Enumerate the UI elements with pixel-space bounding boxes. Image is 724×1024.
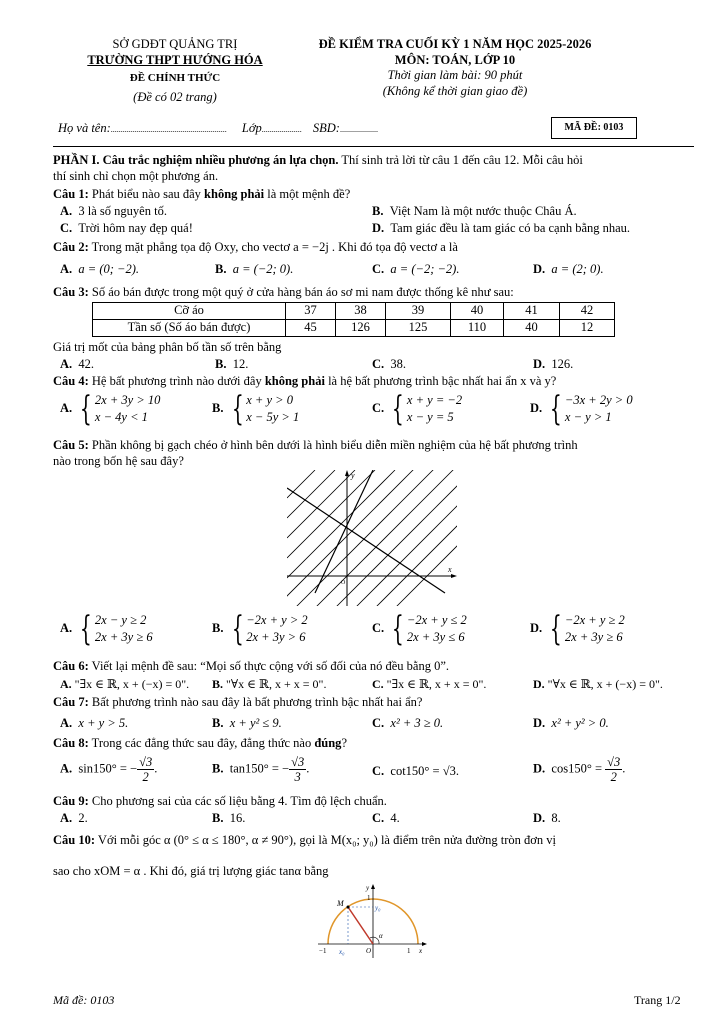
q9-b-text: 16. xyxy=(229,811,246,825)
x-axis-label: x xyxy=(448,565,452,574)
y-arrow-icon xyxy=(371,884,375,889)
hatch-line xyxy=(287,470,355,538)
q5-option-d[interactable]: D. { −2x + y ≥ 2 2x + 3y ≥ 6 xyxy=(530,609,625,649)
q4-c-line1: x + y = −2 xyxy=(406,393,463,407)
exam-code-box: MÃ ĐỀ: 0103 xyxy=(551,117,637,139)
label-alpha: α xyxy=(379,932,383,940)
q1-option-d[interactable]: D. Tam giác đều là tam giác có ba cạnh bằng nhau. xyxy=(372,221,631,235)
y-arrow-icon xyxy=(345,470,349,476)
q6-option-a[interactable]: A. "∃x ∈ ℝ, x + (−x) = 0". xyxy=(60,677,190,691)
point-m xyxy=(347,906,350,909)
q10 xyxy=(53,833,694,849)
q9-text: Cho phương sai của các số liệu bằng 4. Tìm độ lệch chuẩn. xyxy=(88,794,387,808)
header-right xyxy=(290,37,620,100)
table-cell: 40 xyxy=(451,303,504,320)
q8-b-num: √3 xyxy=(291,755,305,769)
table-cell: 110 xyxy=(451,320,504,337)
q3-option-d[interactable]: D. 126. xyxy=(533,357,574,371)
class-field[interactable]: .................... xyxy=(261,125,302,134)
q5-c-line1: −2x + y ≤ 2 xyxy=(406,613,467,627)
table-cell: 38 xyxy=(336,303,386,320)
q3-b-text: 12. xyxy=(232,357,249,371)
q8-text: Trong các đẳng thức sau đây, đẳng thức nào xyxy=(88,736,315,750)
hatch-line xyxy=(287,470,335,518)
q4-bold: không phải xyxy=(264,374,325,388)
header-left xyxy=(55,37,295,106)
q5-text-b: nào trong bốn hệ sau đây? xyxy=(53,454,184,468)
q8-c-text: cot150° = √3. xyxy=(390,764,459,778)
q2-a-text: a = (0; −2). xyxy=(78,262,140,276)
q3-text: Số áo bán được trong một quý ở cửa hàng bán áo sơ mi nam được thống kê như sau: xyxy=(88,285,514,299)
q7-text: Bất phương trình nào sau đây là bất phương trình bậc nhất hai ẩn? xyxy=(88,695,423,709)
q5-text: Phần không bị gạch chéo ở hình bên dưới là hình biểu diễn miền nghiệm của hệ bất phương trình xyxy=(88,438,578,452)
q7-option-a[interactable]: A. x + y > 5. xyxy=(60,716,129,730)
q8-a-num: √3 xyxy=(139,755,153,769)
table-cell: 37 xyxy=(286,303,336,320)
q4-text2: là hệ bất phương trình bậc nhất hai ẩn x và y? xyxy=(324,374,557,388)
q7-option-d[interactable]: D. x² + y² > 0. xyxy=(533,716,609,730)
frequency-table xyxy=(92,302,615,337)
q5-label: Câu 5: xyxy=(53,438,89,452)
hatch-line xyxy=(375,468,465,608)
q6-option-c[interactable]: C. "∃x ∈ ℝ, x + x = 0". xyxy=(372,677,487,691)
header-divider xyxy=(53,146,694,147)
q4-a-line1: 2x + 3y > 10 xyxy=(94,393,161,407)
q5-a-line2: 2x + 3y ≥ 6 xyxy=(94,630,153,644)
q2-text: Trong mặt phẳng tọa độ Oxy, cho vectơ a = −2j . Khi đó tọa độ vectơ a là xyxy=(88,240,458,254)
q1-d-text: Tam giác đều là tam giác có ba cạnh bằng nhau. xyxy=(390,221,631,235)
part1-title: PHẦN I. Câu trắc nghiệm nhiều phương án lựa chọn. xyxy=(53,153,339,167)
exam-title: ĐỀ KIỂM TRA CUỐI KỲ 1 NĂM HỌC 2025-2026 xyxy=(318,37,592,51)
q6-a-text: "∃x ∈ ℝ, x + (−x) = 0". xyxy=(74,677,190,691)
q8-text2: ? xyxy=(341,736,347,750)
q3-option-c[interactable]: C. 38. xyxy=(372,357,407,371)
q4-d-line2: x − y > 1 xyxy=(564,410,612,424)
part1-heading xyxy=(53,153,694,169)
q1 xyxy=(53,187,694,203)
q4-option-a[interactable]: A. { 2x + 3y > 10 x − 4y < 1 xyxy=(60,389,161,429)
q1-option-a[interactable]: A. 3 là số nguyên tố. xyxy=(60,204,167,218)
q8-a-den: 2 xyxy=(142,770,149,784)
footer-code: Mã đề: 0103 xyxy=(53,993,115,1007)
q1-c-text: Trời hôm nay đẹp quá! xyxy=(78,221,193,235)
boundary-line-2 xyxy=(315,470,373,593)
q8-b-pre: tan150° = − xyxy=(229,761,290,776)
q8-d-den: 2 xyxy=(610,770,617,784)
q2-d-text: a = (2; 0). xyxy=(551,262,604,276)
label-o: O xyxy=(366,947,372,955)
q6 xyxy=(53,659,694,675)
table-cell: 12 xyxy=(560,320,615,337)
q7-option-c[interactable]: C. x² + 3 ≥ 0. xyxy=(372,716,444,730)
q8-a-pre: sin150° = − xyxy=(78,761,138,776)
footer-page: Trang 1/2 xyxy=(634,993,681,1007)
q6-option-d[interactable]: D. "∀x ∈ ℝ, x + (−x) = 0". xyxy=(533,677,663,691)
label-y0: y₀ xyxy=(375,904,381,912)
q4-option-d[interactable]: D. { −3x + 2y > 0 x − y > 1 xyxy=(530,389,633,429)
q4 xyxy=(53,374,694,390)
q9-label: Câu 9: xyxy=(53,794,89,808)
q8-option-b[interactable]: B. tan150° = − $\frac{√3}{3}$ . xyxy=(212,755,310,784)
q2-option-a[interactable]: A. a = (0; −2). xyxy=(60,262,140,276)
q1-option-c[interactable]: C. Trời hôm nay đẹp quá! xyxy=(60,221,193,235)
q9-option-c[interactable]: C. 4. xyxy=(372,811,400,825)
q2-c-text: a = (−2; −2). xyxy=(390,262,460,276)
q4-d-line1: −3x + 2y > 0 xyxy=(564,393,633,407)
q10-text: Với mỗi góc α (0° ≤ α ≤ 180°, α ≠ 90°), gọi là M(x₀; y₀) là điểm trên nửa đường tròn đơn vị xyxy=(95,833,556,847)
dept-name: SỞ GDĐT QUẢNG TRỊ xyxy=(112,37,238,51)
q3-a-text: 42. xyxy=(78,357,95,371)
q6-b-text: "∀x ∈ ℝ, x + x = 0". xyxy=(226,677,327,691)
table-head-freq: Tần số (Số áo bán được) xyxy=(93,320,286,337)
q1-text2: là một mệnh đề? xyxy=(264,187,351,201)
q9-option-b[interactable]: B. 16. xyxy=(212,811,246,825)
q4-b-line2: x − 5y > 1 xyxy=(246,410,300,424)
q2-option-d[interactable]: D. a = (2; 0). xyxy=(533,262,604,276)
subject-title: MÔN: TOÁN, LỚP 10 xyxy=(394,52,516,67)
q2-option-b[interactable]: B. a = (−2; 0). xyxy=(215,262,294,276)
q10-figure xyxy=(315,882,430,960)
q5-d-line1: −2x + y ≥ 2 xyxy=(564,613,625,627)
y-axis-label: y xyxy=(351,471,355,480)
q3 xyxy=(53,285,694,301)
label-x0: x₀ xyxy=(339,948,345,956)
q6-d-text: "∀x ∈ ℝ, x + (−x) = 0". xyxy=(547,677,663,691)
q8-bold: đúng xyxy=(314,736,342,750)
q6-option-b[interactable]: B. "∀x ∈ ℝ, x + x = 0". xyxy=(212,677,327,691)
q2 xyxy=(53,240,694,256)
q8-option-a[interactable]: A. sin150° = − $\frac{√3}{2}$ . xyxy=(60,755,158,784)
school-name: TRƯỜNG THPT HƯỚNG HÓA xyxy=(87,52,263,67)
q4-label: Câu 4: xyxy=(53,374,89,388)
label-1: 1 xyxy=(407,947,411,955)
name-field[interactable]: .......................................................... xyxy=(110,125,227,134)
hatch-line xyxy=(287,470,375,558)
q2-option-c[interactable]: C. a = (−2; −2). xyxy=(372,262,460,276)
official-label: ĐỀ CHÍNH THỨC xyxy=(129,72,221,85)
exam-time-note: (Không kể thời gian giao đề) xyxy=(382,83,528,98)
q9-a-text: 2. xyxy=(78,811,88,825)
q8-d-num: √3 xyxy=(607,755,621,769)
q2-b-text: a = (−2; 0). xyxy=(232,262,294,276)
q4-option-c[interactable]: C. { x + y = −2 x − y = 5 xyxy=(372,389,463,429)
label-minus1: −1 xyxy=(319,947,327,955)
student-info-line xyxy=(58,121,378,137)
sbd-field[interactable]: ................... xyxy=(339,125,378,134)
q5 xyxy=(53,438,694,454)
q7-b-text: x + y² ≤ 9. xyxy=(229,716,282,730)
q1-b-text: Việt Nam là một nước thuộc Châu Á. xyxy=(389,204,577,218)
q3-c-text: 38. xyxy=(390,357,407,371)
q10-text-b: sao cho xOM = α . Khi đó, giá trị lượng giác tanα bằng xyxy=(53,864,329,878)
q3-after: Giá trị mốt của bảng phân bố tần số trên bằng xyxy=(53,340,282,354)
table-row xyxy=(93,320,615,337)
q5-a-line1: 2x − y ≥ 2 xyxy=(94,613,147,627)
table-cell: 42 xyxy=(560,303,615,320)
name-label: Họ và tên: xyxy=(58,121,111,135)
q7-d-text: x² + y² > 0. xyxy=(551,716,609,730)
q4-c-line2: x − y = 5 xyxy=(406,410,454,424)
q8-label: Câu 8: xyxy=(53,736,89,750)
hatch-line xyxy=(355,468,465,608)
q4-a-line2: x − 4y < 1 xyxy=(94,410,148,424)
q6-c-text: "∃x ∈ ℝ, x + x = 0". xyxy=(386,677,487,691)
q5-option-a[interactable]: A. { 2x − y ≥ 2 2x + 3y ≥ 6 xyxy=(60,609,153,649)
origin-label: O xyxy=(341,580,346,586)
q5-option-c[interactable]: C. { −2x + y ≤ 2 2x + 3y ≤ 6 xyxy=(372,609,467,649)
table-cell: 39 xyxy=(386,303,451,320)
table-cell: 45 xyxy=(286,320,336,337)
part1-desc2: thí sinh chỉ chọn một phương án. xyxy=(53,169,219,183)
exam-time: Thời gian làm bài: 90 phút xyxy=(387,68,523,83)
q1-label: Câu 1: xyxy=(53,187,89,201)
q2-label: Câu 2: xyxy=(53,240,89,254)
q8-d-pre: cos150° = xyxy=(551,761,606,776)
label-y: y xyxy=(366,884,370,892)
q9-option-a[interactable]: A. 2. xyxy=(60,811,88,825)
q5-b-line2: 2x + 3y > 6 xyxy=(246,630,306,644)
table-cell: 41 xyxy=(504,303,560,320)
q1-bold: không phải xyxy=(204,187,265,201)
q4-b-line1: x + y > 0 xyxy=(246,393,293,407)
q8-option-c[interactable]: C. cot150° = √3. xyxy=(372,764,459,778)
q6-text: Viết lại mệnh đề sau: “Mọi số thực cộng với số đối của nó đều bằng 0”. xyxy=(88,659,450,673)
x-arrow-icon xyxy=(422,942,427,946)
class-label: Lớp xyxy=(241,121,262,135)
q4-option-b[interactable]: B. { x + y > 0 x − 5y > 1 xyxy=(212,389,300,429)
q9-c-text: 4. xyxy=(390,811,400,825)
q8-option-d[interactable]: D. cos150° = $\frac{√3}{2}$ . xyxy=(533,755,626,784)
q5-figure xyxy=(285,468,465,608)
q10-label: Câu 10: xyxy=(53,833,96,847)
sbd-label: SBD: xyxy=(312,121,340,135)
q7-c-text: x² + 3 ≥ 0. xyxy=(390,716,444,730)
q7-option-b[interactable]: B. x + y² ≤ 9. xyxy=(212,716,282,730)
q5-d-line2: 2x + 3y ≥ 6 xyxy=(564,630,623,644)
q6-label: Câu 6: xyxy=(53,659,89,673)
q7-a-text: x + y > 5. xyxy=(78,716,129,730)
page-count: (Đề có 02 trang) xyxy=(133,90,217,104)
q4-text: Hệ bất phương trình nào dưới đây xyxy=(88,374,265,388)
part1-desc: Thí sinh trả lời từ câu 1 đến câu 12. Mỗi câu hỏi xyxy=(338,153,583,167)
q3-option-a[interactable]: A. 42. xyxy=(60,357,95,371)
table-row xyxy=(93,303,615,320)
q9 xyxy=(53,794,694,810)
q3-option-b[interactable]: B. 12. xyxy=(215,357,249,371)
om-segment xyxy=(348,907,373,944)
q9-d-text: 8. xyxy=(551,811,561,825)
table-cell: 125 xyxy=(386,320,451,337)
table-cell: 40 xyxy=(504,320,560,337)
table-cell: 126 xyxy=(336,320,386,337)
q3-d-text: 126. xyxy=(551,357,574,371)
q1-text: Phát biểu nào sau đây xyxy=(88,187,205,201)
label-x: x xyxy=(419,947,423,955)
q7-label: Câu 7: xyxy=(53,695,89,709)
q7 xyxy=(53,695,694,711)
q5-option-b[interactable]: B. { −2x + y > 2 2x + 3y > 6 xyxy=(212,609,308,649)
q5-b-line1: −2x + y > 2 xyxy=(246,613,308,627)
q8-b-den: 3 xyxy=(294,770,301,784)
table-head-size: Cỡ áo xyxy=(93,303,286,320)
q5-c-line2: 2x + 3y ≤ 6 xyxy=(406,630,465,644)
q1-option-b[interactable]: B. Việt Nam là một nước thuộc Châu Á. xyxy=(372,204,577,218)
label-m: M xyxy=(337,899,344,908)
q8 xyxy=(53,736,694,752)
x-arrow-icon xyxy=(451,574,457,578)
q1-a-text: 3 là số nguyên tố. xyxy=(78,204,167,218)
q9-option-d[interactable]: D. 8. xyxy=(533,811,561,825)
q3-label: Câu 3: xyxy=(53,285,89,299)
label-1-y: 1 xyxy=(367,894,371,902)
